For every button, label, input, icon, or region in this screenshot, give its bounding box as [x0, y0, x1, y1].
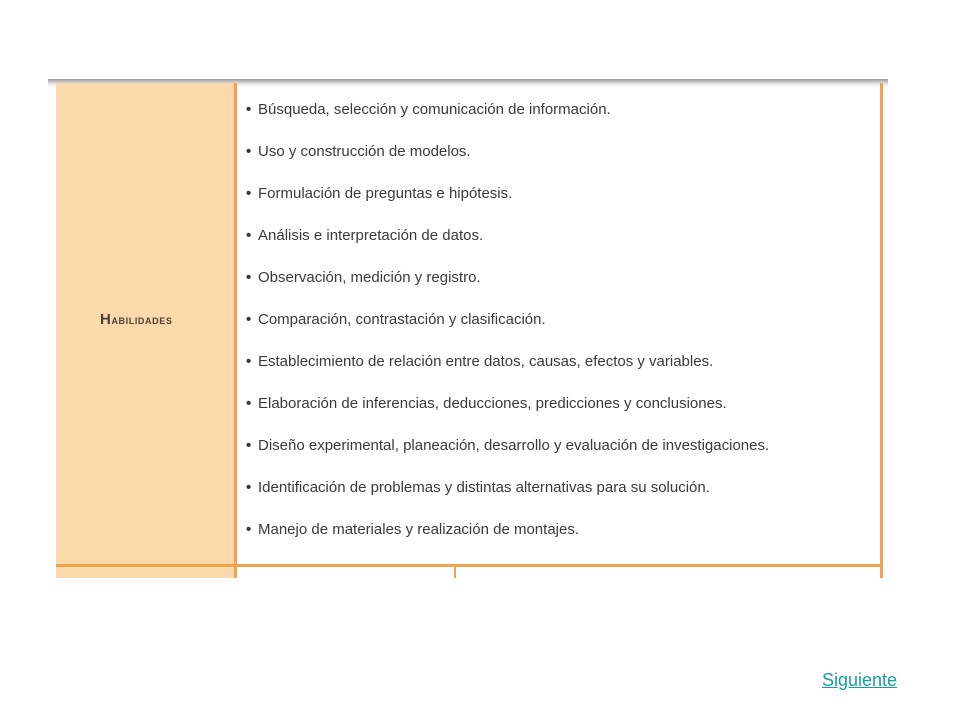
skill-text: Comparación, contrastación y clasificación. [258, 311, 546, 328]
row-label-cell [56, 83, 237, 564]
skill-text: Análisis e interpretación de datos. [258, 227, 484, 244]
bullet-icon: • [246, 521, 252, 538]
bullet-icon: • [246, 353, 252, 370]
bullet-icon: • [246, 479, 252, 496]
skill-item [244, 185, 769, 227]
skill-item [244, 437, 769, 479]
skills-list [244, 101, 769, 563]
bullet-icon: • [246, 437, 252, 454]
next-row-label-cell [56, 567, 237, 578]
skill-item [244, 269, 769, 311]
skill-text: Establecimiento de relación entre datos, causas, efectos y variables. [258, 353, 714, 370]
bullet-icon: • [246, 185, 252, 202]
skill-item [244, 227, 769, 269]
skill-text: Observación, medición y registro. [258, 269, 481, 286]
next-link[interactable]: Siguiente [822, 670, 898, 690]
bullet-icon: • [246, 101, 252, 118]
row-label-habilidades: Habilidades [100, 311, 173, 328]
skill-item [244, 521, 769, 563]
skill-item [244, 395, 769, 437]
next-row-column-divider [454, 567, 456, 578]
skill-text: Identificación de problemas y distintas alternativas para su solución. [258, 479, 710, 496]
skill-item [244, 479, 769, 521]
bullet-icon: • [246, 395, 252, 412]
bullet-icon: • [246, 227, 252, 244]
skill-text: Elaboración de inferencias, deducciones, predicciones y conclusiones. [258, 395, 727, 412]
skill-text: Manejo de materiales y realización de montajes. [258, 521, 579, 538]
skill-text: Uso y construcción de modelos. [258, 143, 471, 160]
skill-item [244, 311, 769, 353]
skill-text: Formulación de preguntas e hipótesis. [258, 185, 513, 202]
skill-item [244, 353, 769, 395]
skill-text: Diseño experimental, planeación, desarrollo y evaluación de investigaciones. [258, 437, 770, 454]
skill-text: Búsqueda, selección y comunicación de información. [258, 101, 611, 118]
bullet-icon: • [246, 143, 252, 160]
skills-table-image [48, 79, 888, 578]
bullet-icon: • [246, 311, 252, 328]
skill-item [244, 101, 769, 143]
skill-item [244, 143, 769, 185]
table-right-border [880, 83, 883, 578]
bullet-icon: • [246, 269, 252, 286]
